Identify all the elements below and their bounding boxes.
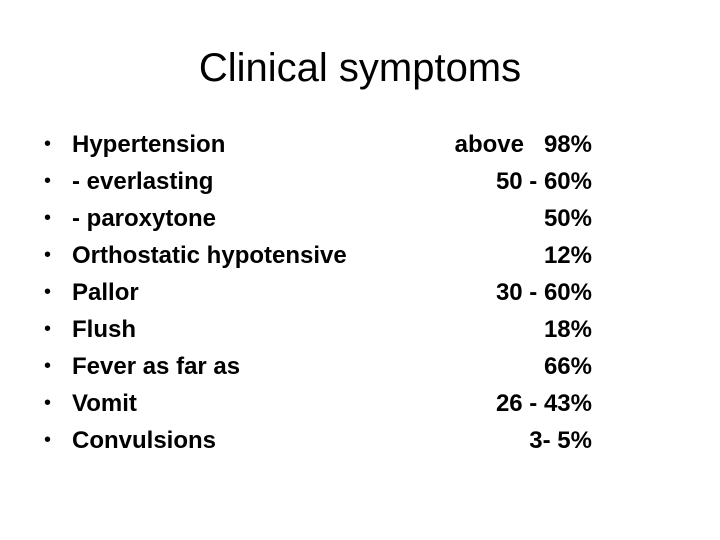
list-item bbox=[0, 348, 720, 385]
symptom-value: above 98% bbox=[454, 131, 592, 158]
bullet-icon: • bbox=[44, 170, 52, 192]
symptom-label: Vomit bbox=[72, 390, 137, 417]
symptom-value: 18% bbox=[543, 316, 592, 343]
list-item bbox=[0, 126, 720, 163]
symptom-list bbox=[0, 126, 720, 459]
bullet-icon: • bbox=[44, 133, 52, 155]
list-item bbox=[0, 422, 720, 459]
slide-title: Clinical symptoms bbox=[198, 46, 522, 90]
symptom-value: 30 - 60% bbox=[495, 279, 592, 306]
bullet-icon: • bbox=[44, 392, 52, 414]
symptom-value: 3- 5% bbox=[529, 427, 592, 454]
bullet-icon: • bbox=[44, 207, 52, 229]
list-item bbox=[0, 385, 720, 422]
list-item bbox=[0, 311, 720, 348]
list-item bbox=[0, 237, 720, 274]
symptom-label: Pallor bbox=[72, 279, 139, 306]
bullet-icon: • bbox=[44, 281, 52, 303]
symptom-label: Hypertension bbox=[72, 131, 226, 158]
symptom-label: - everlasting bbox=[72, 168, 214, 195]
symptom-value: 50 - 60% bbox=[495, 168, 592, 195]
list-item bbox=[0, 163, 720, 200]
symptom-label: - paroxytone bbox=[72, 205, 217, 232]
symptom-label: Flush bbox=[72, 316, 136, 343]
symptom-label: Convulsions bbox=[72, 427, 217, 454]
symptom-value: 50% bbox=[543, 205, 592, 232]
list-item bbox=[0, 200, 720, 237]
symptom-label: Orthostatic hypotensive bbox=[72, 242, 347, 269]
list-item bbox=[0, 274, 720, 311]
symptom-value: 12% bbox=[543, 242, 592, 269]
bullet-icon: • bbox=[44, 429, 52, 451]
symptom-label: Fever as far as bbox=[72, 353, 241, 380]
bullet-icon: • bbox=[44, 318, 52, 340]
bullet-icon: • bbox=[44, 355, 52, 377]
symptom-value: 66% bbox=[543, 353, 592, 380]
bullet-icon: • bbox=[44, 244, 52, 266]
symptom-value: 26 - 43% bbox=[495, 390, 592, 417]
